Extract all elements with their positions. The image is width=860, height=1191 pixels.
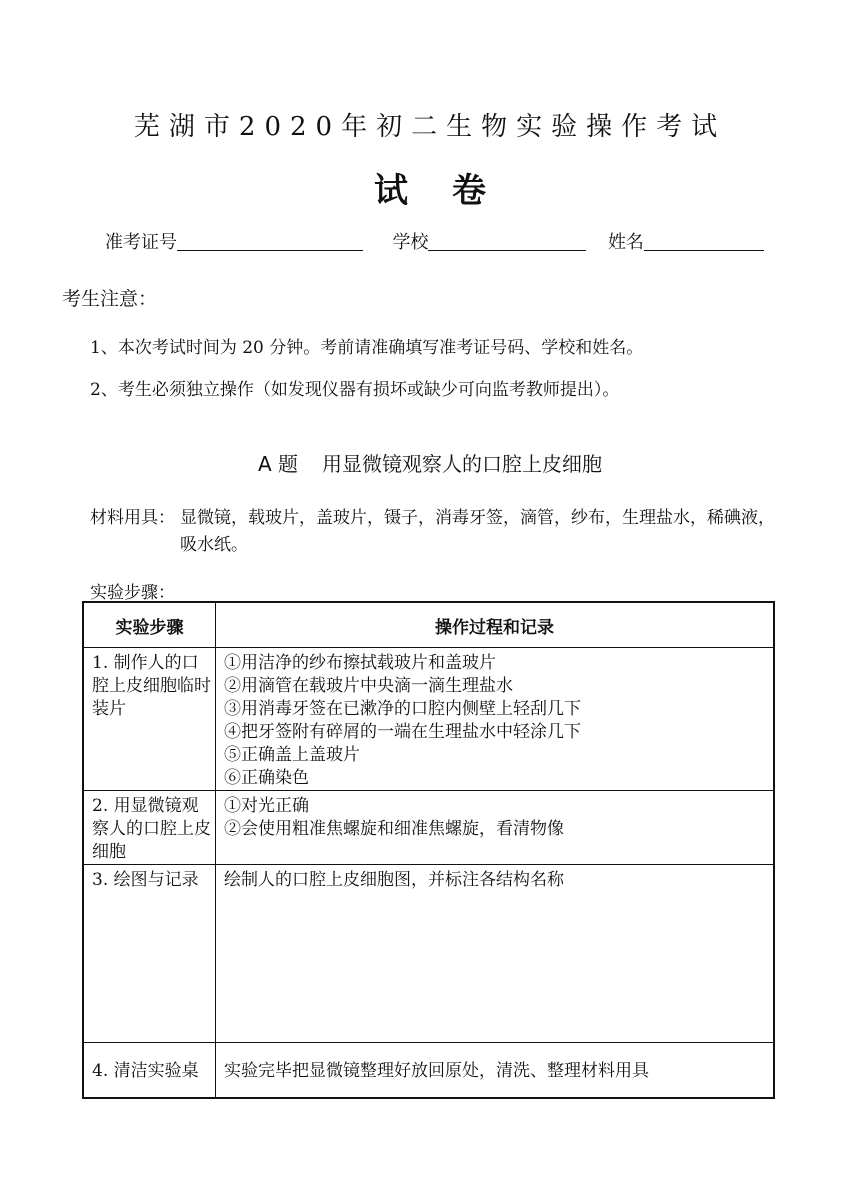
notice-item: 2、考生必须独立操作（如发现仪器有损坏或缺少可向监考教师提出）。 [90, 380, 620, 400]
school-field[interactable] [428, 230, 586, 251]
exam-id-field[interactable] [177, 230, 363, 251]
op-item: ②会使用粗准焦螺旋和细准焦螺旋，看清物像 [224, 819, 564, 839]
op-item: ⑤正确盖上盖玻片 [224, 745, 360, 765]
table-row [83, 865, 774, 1043]
table-row [83, 791, 774, 865]
table-row [83, 1043, 774, 1098]
notice-item: 1、本次考试时间为 20 分钟。考前请准确填写准考证号码、学校和姓名。 [90, 338, 644, 358]
ops-cell [216, 865, 775, 1043]
steps-label: 实验步骤： [90, 583, 175, 603]
question-title [0, 448, 860, 477]
step-cell: 3. 绘图与记录 [83, 865, 216, 1043]
op-item: ③用消毒牙签在已漱净的口腔内侧壁上轻刮几下 [224, 699, 581, 719]
exam-id-label: 准考证号 [105, 232, 177, 253]
table-header-row [83, 602, 774, 648]
ops-cell [216, 791, 775, 865]
question-code: A 题 [257, 452, 299, 476]
op-item: ①用洁净的纱布擦拭载玻片和盖玻片 [224, 653, 496, 673]
materials-text: 显微镜，载玻片，盖玻片，镊子，消毒牙签，滴管，纱布，生理盐水，稀碘液，吸水纸。 [180, 508, 775, 555]
question-name: 用显微镜观察人的口腔上皮细胞 [322, 452, 603, 476]
step-cell: 1. 制作人的口腔上皮细胞临时装片 [83, 648, 216, 791]
op-item: 绘制人的口腔上皮细胞图，并标注各结构名称 [224, 870, 564, 890]
step-cell: 4. 清洁实验桌 [83, 1043, 216, 1098]
candidate-info [105, 228, 764, 254]
page-subtitle: 试卷 [374, 171, 530, 211]
ops-cell [216, 648, 775, 791]
name-field[interactable] [644, 230, 764, 251]
column-header-ops: 操作过程和记录 [216, 602, 775, 648]
ops-cell [216, 1043, 775, 1098]
op-item: ⑥正确染色 [224, 768, 309, 788]
column-header-step: 实验步骤 [83, 602, 216, 648]
name-label: 姓名 [607, 232, 644, 253]
step-cell: 2. 用显微镜观察人的口腔上皮细胞 [83, 791, 216, 865]
school-label: 学校 [392, 232, 429, 253]
op-item: ②用滴管在载玻片中央滴一滴生理盐水 [224, 676, 513, 696]
experiment-table [82, 601, 775, 1099]
page-title: 芜湖市2020年初二生物实验操作考试 [133, 112, 727, 142]
op-item: 实验完毕把显微镜整理好放回原处，清洗、整理材料用具 [224, 1061, 649, 1082]
op-item: ④把牙签附有碎屑的一端在生理盐水中轻涂几下 [224, 722, 581, 742]
notice-heading: 考生注意： [62, 288, 158, 310]
table-row [83, 648, 774, 791]
materials [90, 505, 780, 559]
op-item: ①对光正确 [224, 796, 309, 816]
materials-label: 材料用具： [90, 508, 175, 528]
